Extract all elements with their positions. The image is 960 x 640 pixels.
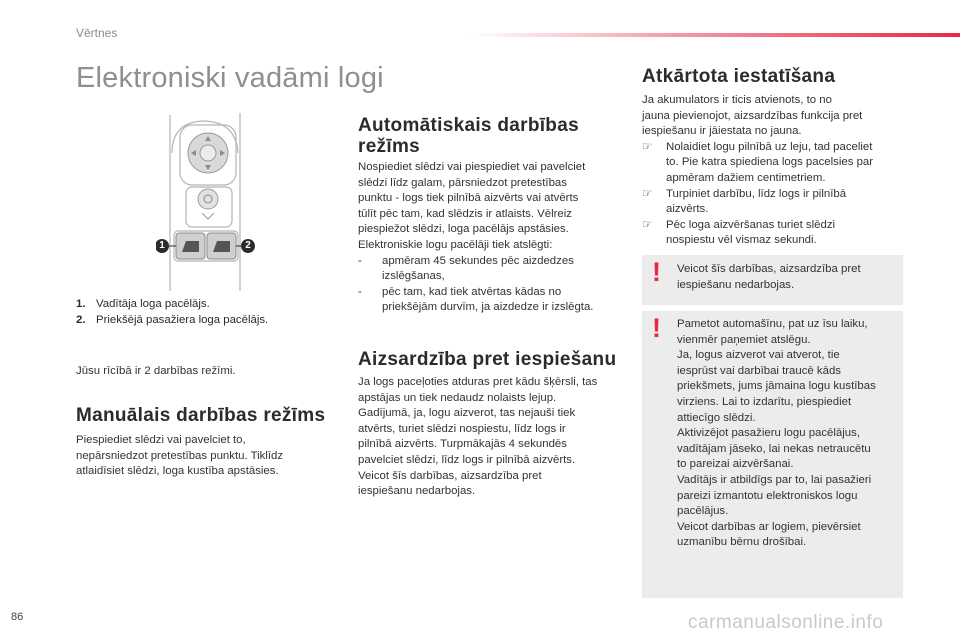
reset-body: Ja akumulators ir ticis atvienots, to no jauna pievienojot, aizsardzības funkcija pret iespiešanu ir jāiestata no jauna. ☞ Nolaidiet logu pilnībā uz leju, tad paceliet to. Pie katra spiediena logs pacelsies par apmēram dažiem centimetriem. ☞ Turpiniet darbību, līdz logs ir pilnībā aizvērts. ☞ Pēc loga aizvēršanas turiet slēdzi nospiestu vēl vismaz sekundi. (642, 93, 904, 249)
warning-icon: ! (652, 257, 661, 287)
list-item: - apmēram 45 sekundes pēc aizdedzes izslēgšanas, (358, 254, 574, 283)
pointing-hand-icon: ☞ (642, 187, 653, 200)
manual-mode-body: Piespiediet slēdzi vai pavelciet to, nepārsniedzot pretestības punktu. Tiklīdz atlaidīsiet slēdzi, loga kustība apstāsies. (76, 434, 284, 478)
auto-mode-body: Nospiediet slēdzi vai piespiediet vai pavelciet slēdzi līdz galam, pārsniedzot pretestības punktu - logs tiek pilnībā aizvērts vai atvērts tūlīt pēc tam, kad slēdzis ir atlaists. Vēlreiz piespiežot slēdzi, loga pacēlājs apstāsies. Elektroniskie logu pacēlāji tiek atslēgti: - apmēram 45 sekundes pēc aizdedzes izslēgšanas, - pēc tam, kad tiek atvērtas kādas no priekšējām durvīm, ja aizdedze ir izslēgta. (358, 160, 626, 316)
section-tag: Vērtnes (76, 26, 118, 40)
anti-pinch-heading: Aizsardzība pret iespiešanu (358, 349, 617, 370)
list-item: ☞ Turpiniet darbību, līdz logs ir pilnībā aizvērts. (642, 187, 847, 216)
reset-heading: Atkārtota iestatīšana (642, 66, 836, 87)
warning-text: Pametot automašīnu, pat uz īsu laiku, vienmēr paņemiet atslēgu. Ja, logus aizverot vai atverot, tie iesprūst vai darbībai traucē kāds priekšmets, jums jāmaina logu kustības virziens. Lai to izdarītu, piespiediet attiecīgo slēdzi. Aktivizējot pasažieru logu pacēlājus, vadītājam jāseko, lai nekas netraucētu to pareizai aizvēršanai. Vadītājs ir atbildīgs par to, lai pasažieri pareizi izmantotu elektroniskos logu pacēlājus. Veicot darbības ar logiem, pievērsiet uzmanību bērnu drošībai. (677, 318, 876, 549)
watermark: carmanualsonline.info (688, 612, 884, 633)
warning-box (642, 255, 903, 305)
auto-mode-heading: Automātiskais darbības režīms (358, 115, 579, 157)
pointing-hand-icon: ☞ (642, 140, 653, 153)
list-item: ☞ Pēc loga aizvēršanas turiet slēdzi nospiestu vēl vismaz sekundi. (642, 218, 836, 247)
page-title: Elektroniski vadāmi logi (76, 62, 384, 94)
list-item: ☞ Nolaidiet logu pilnībā uz leju, tad paceliet to. Pie katra spiediena logs pacelsies par apmēram dažiem centimetriem. (642, 140, 874, 184)
window-switch-drawing (156, 113, 260, 293)
legend-item: 2. Priekšējā pasažiera loga pacēlājs. (76, 314, 269, 326)
list-item: - pēc tam, kad tiek atvērtas kādas no priekšējām durvīm, ja aizdedze ir izslēgta. (358, 285, 594, 314)
pointing-hand-icon: ☞ (642, 218, 653, 231)
callout-2: 2 (245, 240, 251, 251)
figure-legend (76, 296, 316, 328)
page-number: 86 (11, 611, 24, 623)
callout-1: 1 (159, 240, 165, 251)
window-switch-illustration (156, 113, 260, 293)
intro-text: Jūsu rīcībā ir 2 darbības režīmi. (76, 365, 236, 377)
manual-mode-heading: Manuālais darbības režīms (76, 405, 326, 426)
warning-box (642, 311, 903, 598)
anti-pinch-body: Ja logs paceļoties atduras pret kādu šķērsli, tas apstājas un tiek nedaudz nolaists lejup. Gadījumā, ja, logu aizverot, tas nejauši tiek atvērts, turiet slēdzi nospiestu, līdz logs ir pilnībā aizvērts. Turpmākajās 4 sekundēs pavelciet slēdzi, līdz logs ir pilnībā aizvērts. Veicot šīs darbības, aizsardzība pret iespiešanu nedarbojas. (358, 376, 598, 498)
warning-text: Veicot šīs darbības, aizsardzība pret iespiešanu nedarbojas. (677, 263, 861, 291)
legend-item: 1. Vadītāja loga pacēlājs. (76, 298, 210, 310)
warning-icon: ! (652, 313, 661, 343)
header-accent-bar (470, 33, 960, 37)
